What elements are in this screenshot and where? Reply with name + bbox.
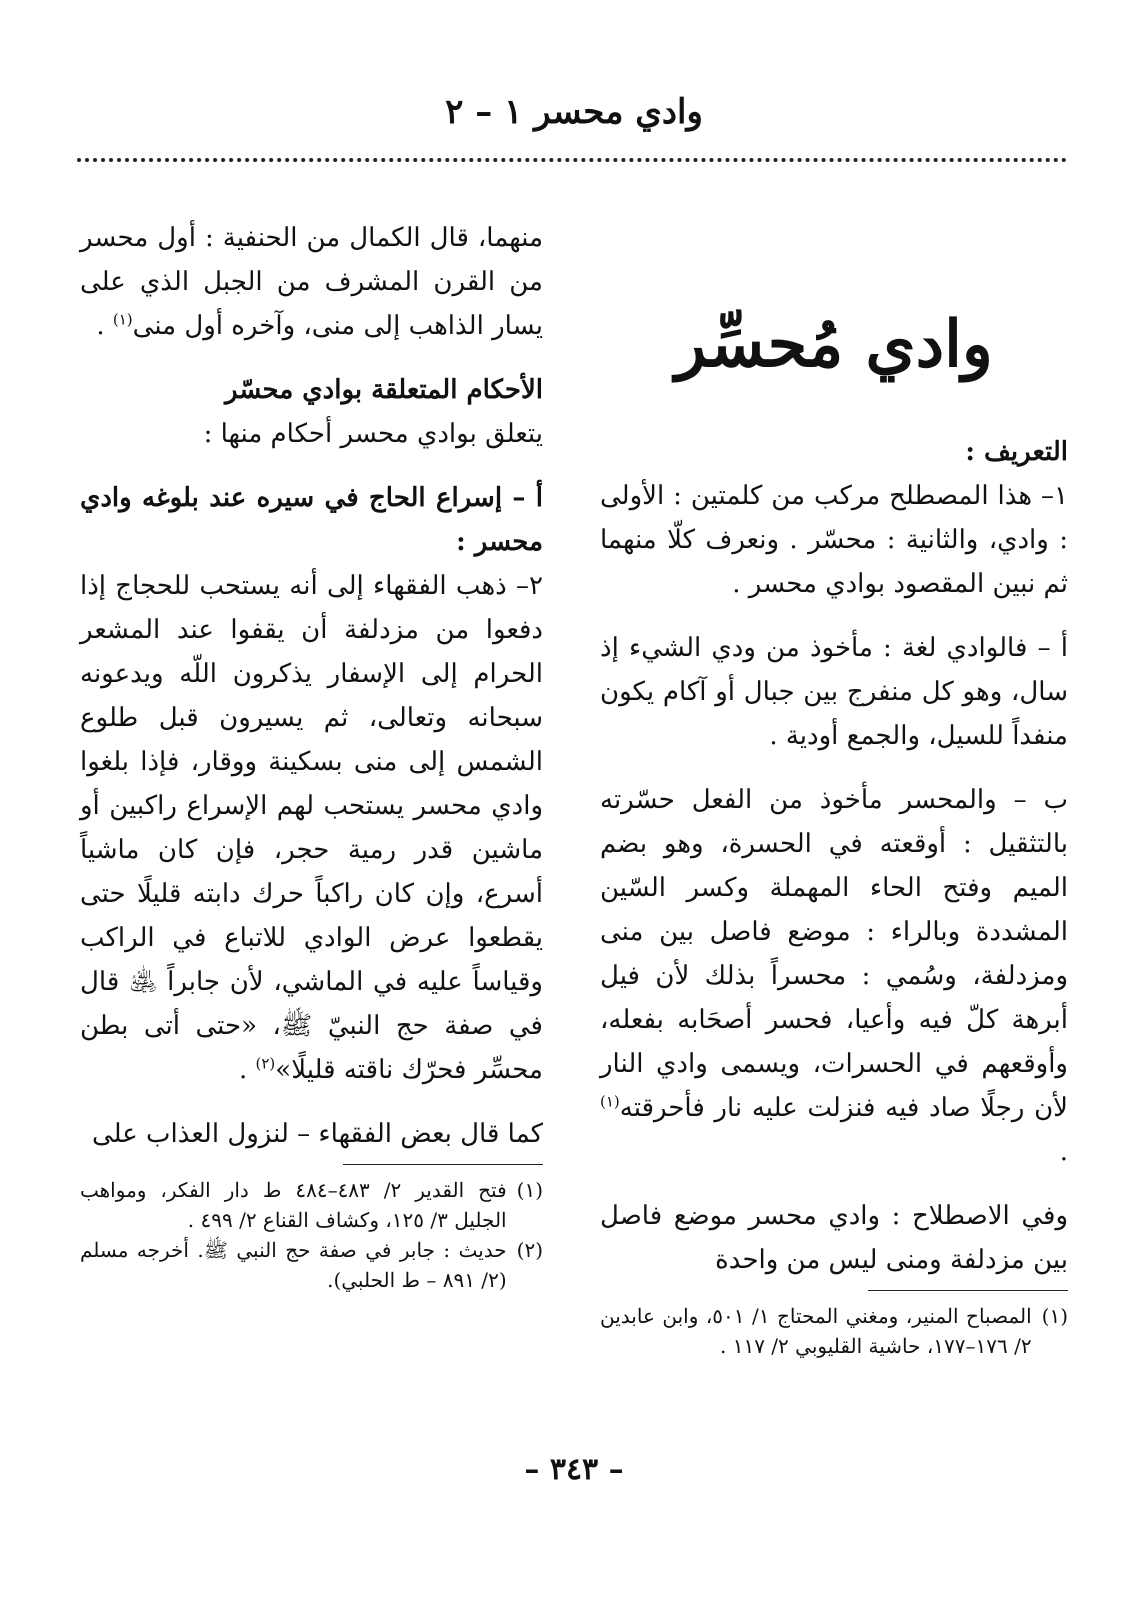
footnote-number: (١): [1041, 1304, 1068, 1328]
paragraph-continuation-text: منهما، قال الكمال من الحنفية : أول محسر من القرن المشرف من الجبل الذي على يسار الذاهب إلى منى، وآخره أول منى: [80, 223, 543, 341]
footnote-number: (١): [516, 1178, 543, 1202]
subheading: أ – إسراع الحاج في سيره عند بلوغه وادي محسر :: [80, 483, 543, 557]
section-heading: الأحكام المتعلقة بوادي محسّر: [225, 375, 543, 405]
paragraph-1: ١– هذا المصطلح مركب من كلمتين : الأولى : وادي، والثانية : محسّر . ونعرف كلّا منهما ثم نبين المقصود بوادي محسر .: [600, 481, 1068, 599]
header-dotted-rule: [77, 158, 1067, 162]
running-header: وادي محسر ١ – ٢: [445, 92, 703, 132]
paragraph-muhassir-text: ب – والمحسر مأخوذ من الفعل حسّرته بالتثقيل : أوقعته في الحسرة، وهو بضم الميم وفتح الحاء المهملة وكسر السّين المشددة وبالراء : موضع فاصل بين منى ومزدلفة، وسُمي : محسراً بذلك لأن فيل أبرهة كلّ فيه وأعيا، فحسر أصحَابه بفعله، وأوقعهم في الحسرات، ويسمى وادي النار لأن رجلًا صاد فيه فنزلت عليه نار فأحرقته: [600, 785, 1068, 1123]
footnote-rule: [343, 1164, 543, 1165]
footnote-number: (٢): [516, 1238, 543, 1262]
paragraph-2-text: ٢– ذهب الفقهاء إلى أنه يستحب للحجاج إذا دفعوا من مزدلفة أن يقفوا عند المشعر الحرام إلى الإسفار يذكرون اللّه ويدعونه سبحانه وتعالى، ثم يسيرون قبل طلوع الشمس إلى منى بسكينة ووقار، فإذا بلغوا وادي محسر يستحب لهم الإسراع راكبين أو ماشين قدر رمية حجر، فإن كان ماشياً أسرع، وإن كان راكباً حرك دابته قليلًا حتى يقطعوا عرض الوادي للاتباع في الراكب وقياساً عليه في الماشي، لأن جابراً ﵁ قال في صفة حج النبيّ ﷺ، «حتى أتى بطن محسِّر فحرّك ناقته قليلًا»: [80, 571, 543, 1085]
footnote-ref: (١): [600, 1092, 620, 1111]
footnote: [600, 1301, 1068, 1361]
paragraph-continuation: منهما، قال الكمال من الحنفية : أول محسر من القرن المشرف من الجبل الذي على يسار الذاهب إلى منى، وآخره أول منى$^{(١)}$ .: [80, 223, 543, 341]
footnote: [80, 1235, 543, 1295]
definition-heading: التعريف :: [965, 437, 1068, 467]
paragraph-istilah: وفي الاصطلاح : وادي محسر موضع فاصل بين مزدلفة ومنى ليس من واحدة: [600, 1201, 1068, 1275]
entry-title: وادي مُحسِّر: [675, 307, 993, 382]
footnote-text: حديث : جابر في صفة حج النبي ﷺ. أخرجه مسلم (٢/ ٨٩١ – ط الحلبي).: [80, 1238, 507, 1292]
footnote-ref: (٢): [255, 1054, 276, 1073]
paragraph-2: ٢– ذهب الفقهاء إلى أنه يستحب للحجاج إذا دفعوا من مزدلفة أن يقفوا عند المشعر الحرام إلى الإسفار يذكرون اللّه ويدعونه سبحانه وتعالى، ثم يسيرون قبل طلوع الشمس إلى منى بسكينة ووقار، فإذا بلغوا وادي محسر يستحب لهم الإسراع راكبين أو ماشين قدر رمية حجر، فإن كان ماشياً أسرع، وإن كان راكباً حرك دابته قليلًا حتى يقطعوا عرض الوادي للاتباع في الراكب وقياساً عليه في الماشي، لأن جابراً ﵁ قال في صفة حج النبيّ ﷺ، «حتى أتى بطن محسِّر فحرّك ناقته قليلًا»$^{(٢)}$ .: [80, 571, 543, 1085]
footnote-rule: [868, 1290, 1068, 1291]
page-number: – ٣٤٣ –: [524, 1452, 624, 1487]
paragraph-wadi: أ – فالوادي لغة : مأخوذ من ودي الشيء إذ سال، وهو كل منفرج بين جبال أو آكام يكون منفداً للسيل، والجمع أودية .: [600, 633, 1068, 751]
right-column: [600, 300, 1068, 1361]
footnote: [80, 1175, 543, 1235]
footnote-text: المصباح المنير، ومغني المحتاج ١/ ٥٠١، وابن عابدين ٢/ ١٧٦–١٧٧، حاشية القليوبي ٢/ ١١٧ .: [600, 1304, 1032, 1358]
intro-text: يتعلق بوادي محسر أحكام منها :: [203, 419, 543, 449]
left-column: [80, 216, 543, 1295]
footnote-ref: (١): [112, 310, 133, 329]
footnote-text: فتح القدير ٢/ ٤٨٣–٤٨٤ ط دار الفكر، ومواهب الجليل ٣/ ١٢٥، وكشاف القناع ٢/ ٤٩٩ .: [80, 1178, 507, 1232]
paragraph-3: كما قال بعض الفقهاء – لنزول العذاب على: [91, 1119, 543, 1149]
paragraph-muhassir: ب – والمحسر مأخوذ من الفعل حسّرته بالتثقيل : أوقعته في الحسرة، وهو بضم الميم وفتح الحاء المهملة وكسر السّين المشددة وبالراء : موضع فاصل بين منى ومزدلفة، وسُمي : محسراً بذلك لأن فيل أبرهة كلّ فيه وأعيا، فحسر أصحَابه بفعله، وأوقعهم في الحسرات، ويسمى وادي النار لأن رجلًا صاد فيه فنزلت عليه نار فأحرقته$^{(١)}$ .: [600, 785, 1068, 1167]
